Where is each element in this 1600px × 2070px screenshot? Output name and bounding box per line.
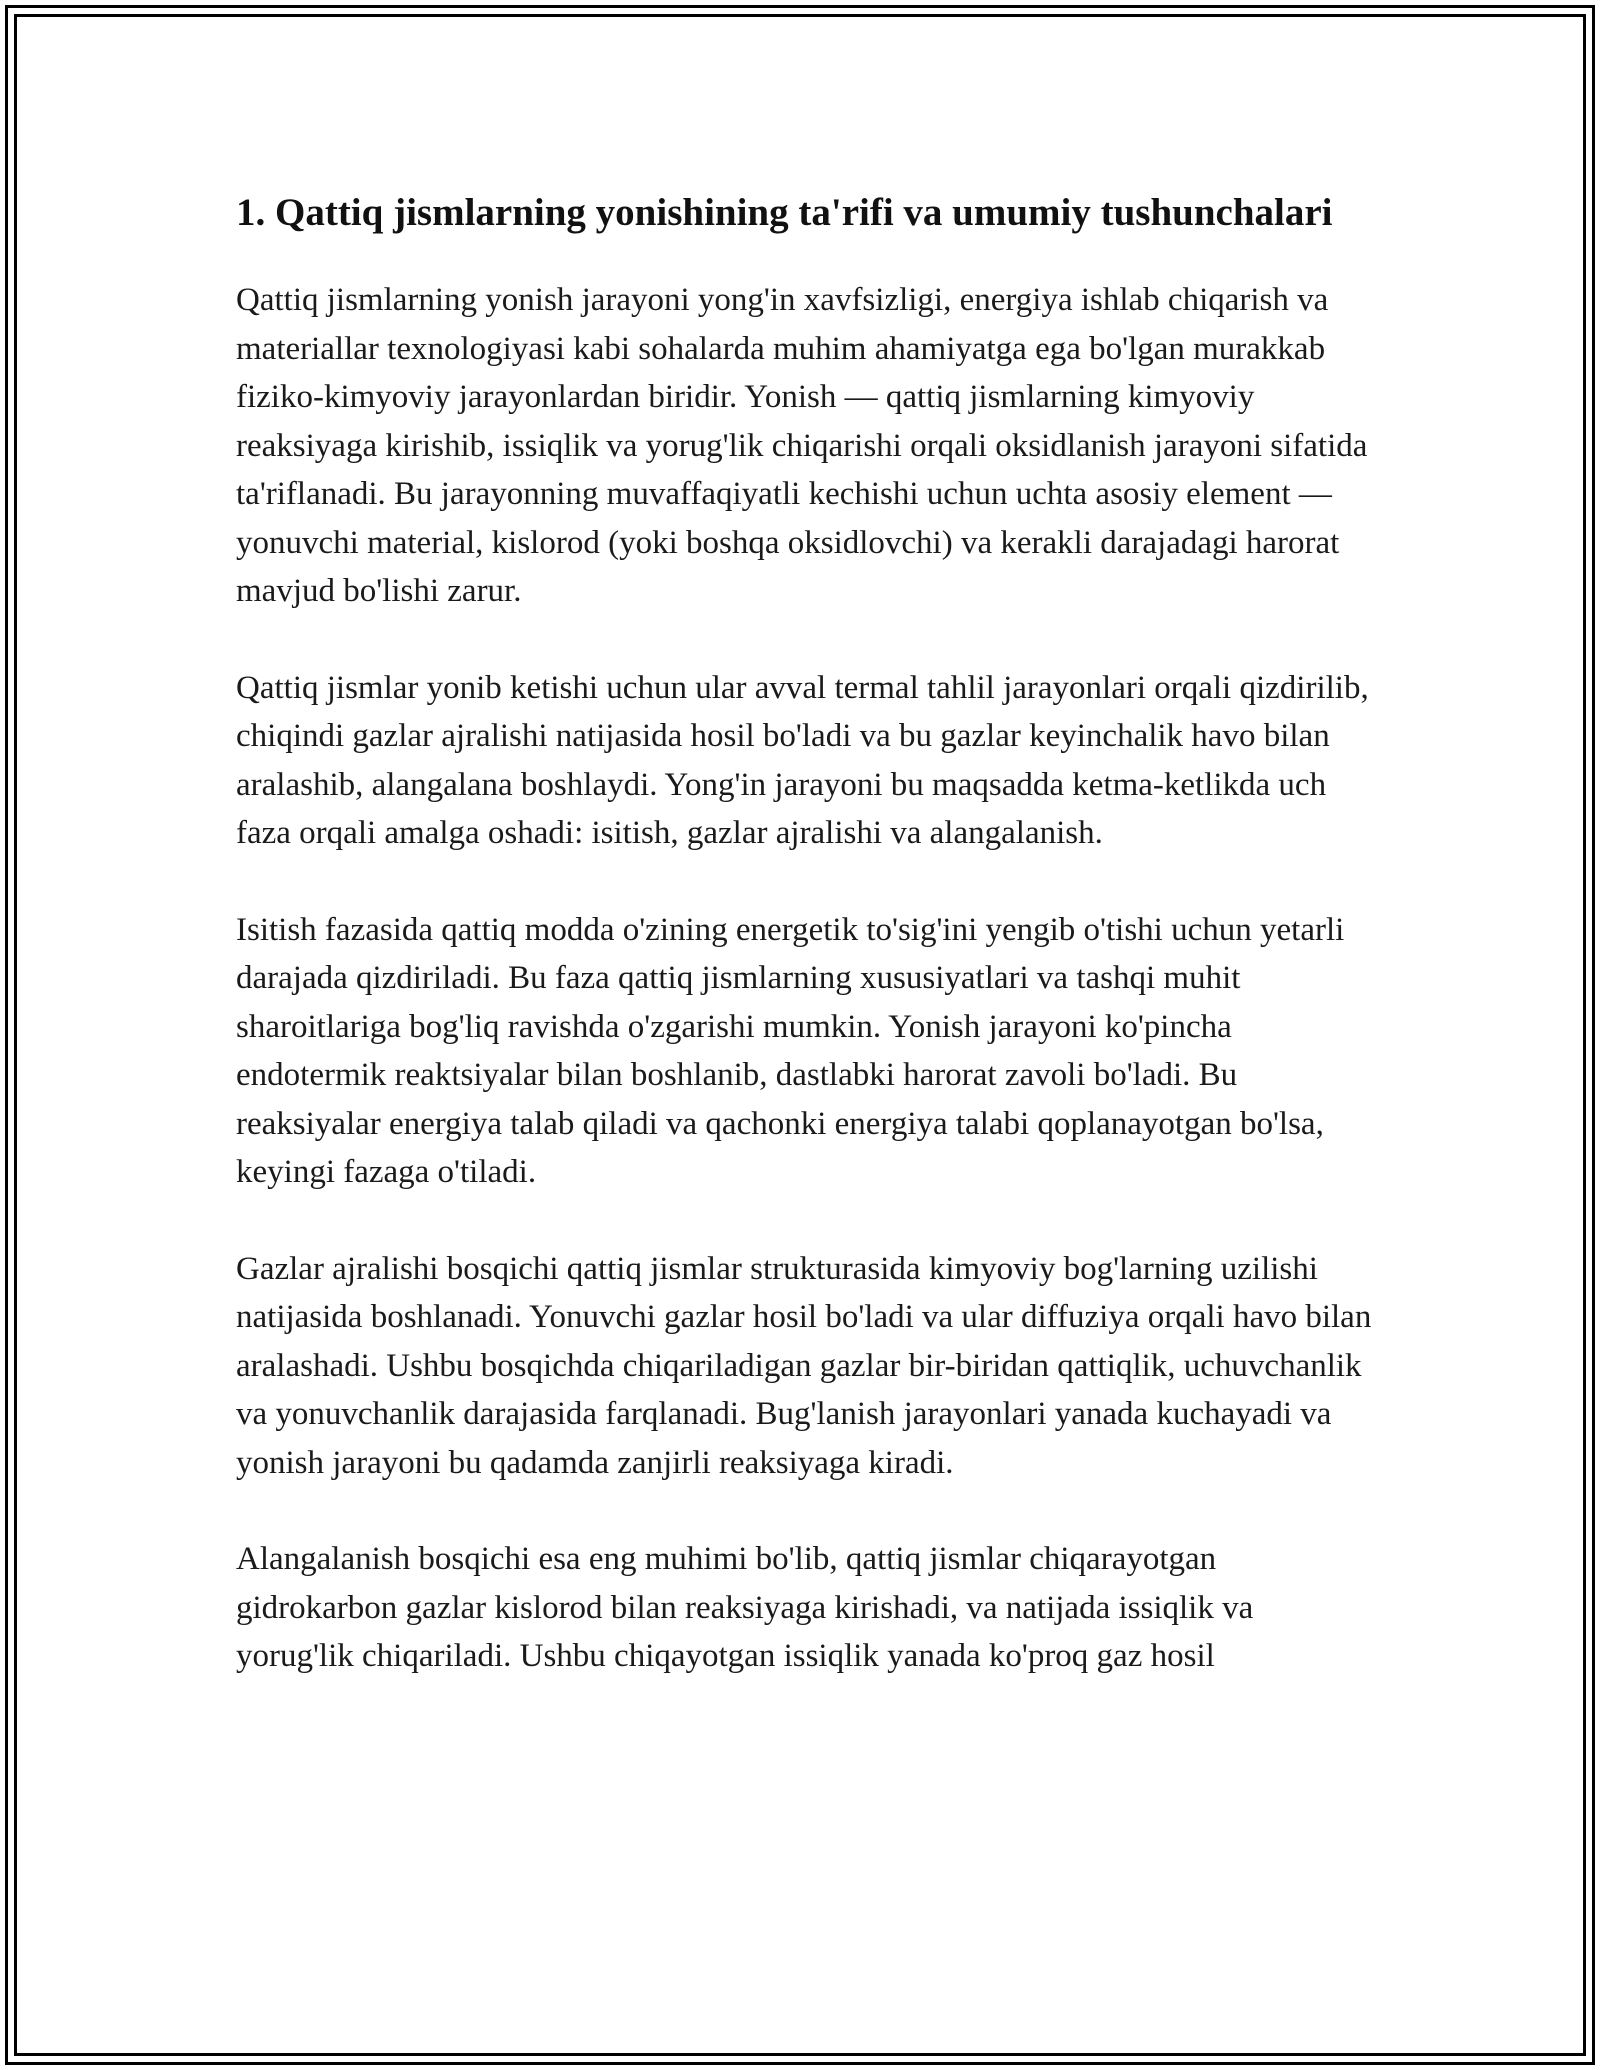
paragraph-definition: Qattiq jismlarning yonish jarayoni yong'in xavfsizligi, energiya ishlab chiqarish va materiallar texnologiyasi kabi sohalarda muhim ahamiyatga ega bo'lgan murakkab fiziko-kimyoviy jarayonlardan biridir. Yonish — qattiq jismlarning kimyoviy reaksiyaga kirishib, issiqlik va yorug'lik chiqarishi orqali oksidlanish jarayoni sifatida ta'riflanadi. Bu jarayonning muvaffaqiyatli kechishi uchun uchta asosiy element — yonuvchi material, kislorod (yoki boshqa oksidlovchi) va kerakli darajadagi harorat mavjud bo'lishi zarur.: [236, 282, 1368, 609]
document-body: [236, 185, 1376, 1729]
paragraph-gas-release-phase: Gazlar ajralishi bosqichi qattiq jismlar strukturasida kimyoviy bog'larning uzilishi natijasida boshlanadi. Yonuvchi gazlar hosil bo'ladi va ular diffuziya orqali havo bilan aralashadi. Ushbu bosqichda chiqariladigan gazlar bir-biridan qattiqlik, uchuvchanlik va yonuvchanlik darajasida farqlanadi. Bug'lanish jarayonlari yanada kuchayadi va yonish jarayoni bu qadamda zanjirli reaksiyaga kiradi.: [236, 1250, 1372, 1481]
section-heading: 1. Qattiq jismlarning yonishining ta'rifi va umumiy tushunchalari: [236, 191, 1333, 234]
paragraph-phases-overview: Qattiq jismlar yonib ketishi uchun ular avval termal tahlil jarayonlari orqali qizdirilib, chiqindi gazlar ajralishi natijasida hosil bo'ladi va bu gazlar keyinchalik havo bilan aralashib, alangalana boshlaydi. Yong'in jarayoni bu maqsadda ketma-ketlikda uch faza orqali amalga oshadi: isitish, gazlar ajralishi va alangalanish.: [236, 669, 1369, 851]
paragraph-heating-phase: Isitish fazasida qattiq modda o'zining energetik to'sig'ini yengib o'tishi uchun yetarli darajada qizdiriladi. Bu faza qattiq jismlarning xususiyatlari va tashqi muhit sharoitlariga bog'liq ravishda o'zgarishi mumkin. Yonish jarayoni ko'pincha endotermik reaktsiyalar bilan boshlanib, dastlabki harorat zavoli bo'ladi. Bu reaksiyalar energiya talab qiladi va qachonki energiya talabi qoplanayotgan bo'lsa, keyingi fazaga o'tiladi.: [236, 911, 1345, 1190]
paragraph-ignition-phase: Alangalanish bosqichi esa eng muhimi bo'lib, qattiq jismlar chiqarayotgan gidrokarbon gazlar kislorod bilan reaksiyaga kirishadi, va natijada issiqlik va yorug'lik chiqariladi. Ushbu chiqayotgan issiqlik yanada ko'proq gaz hosil: [236, 1541, 1254, 1674]
